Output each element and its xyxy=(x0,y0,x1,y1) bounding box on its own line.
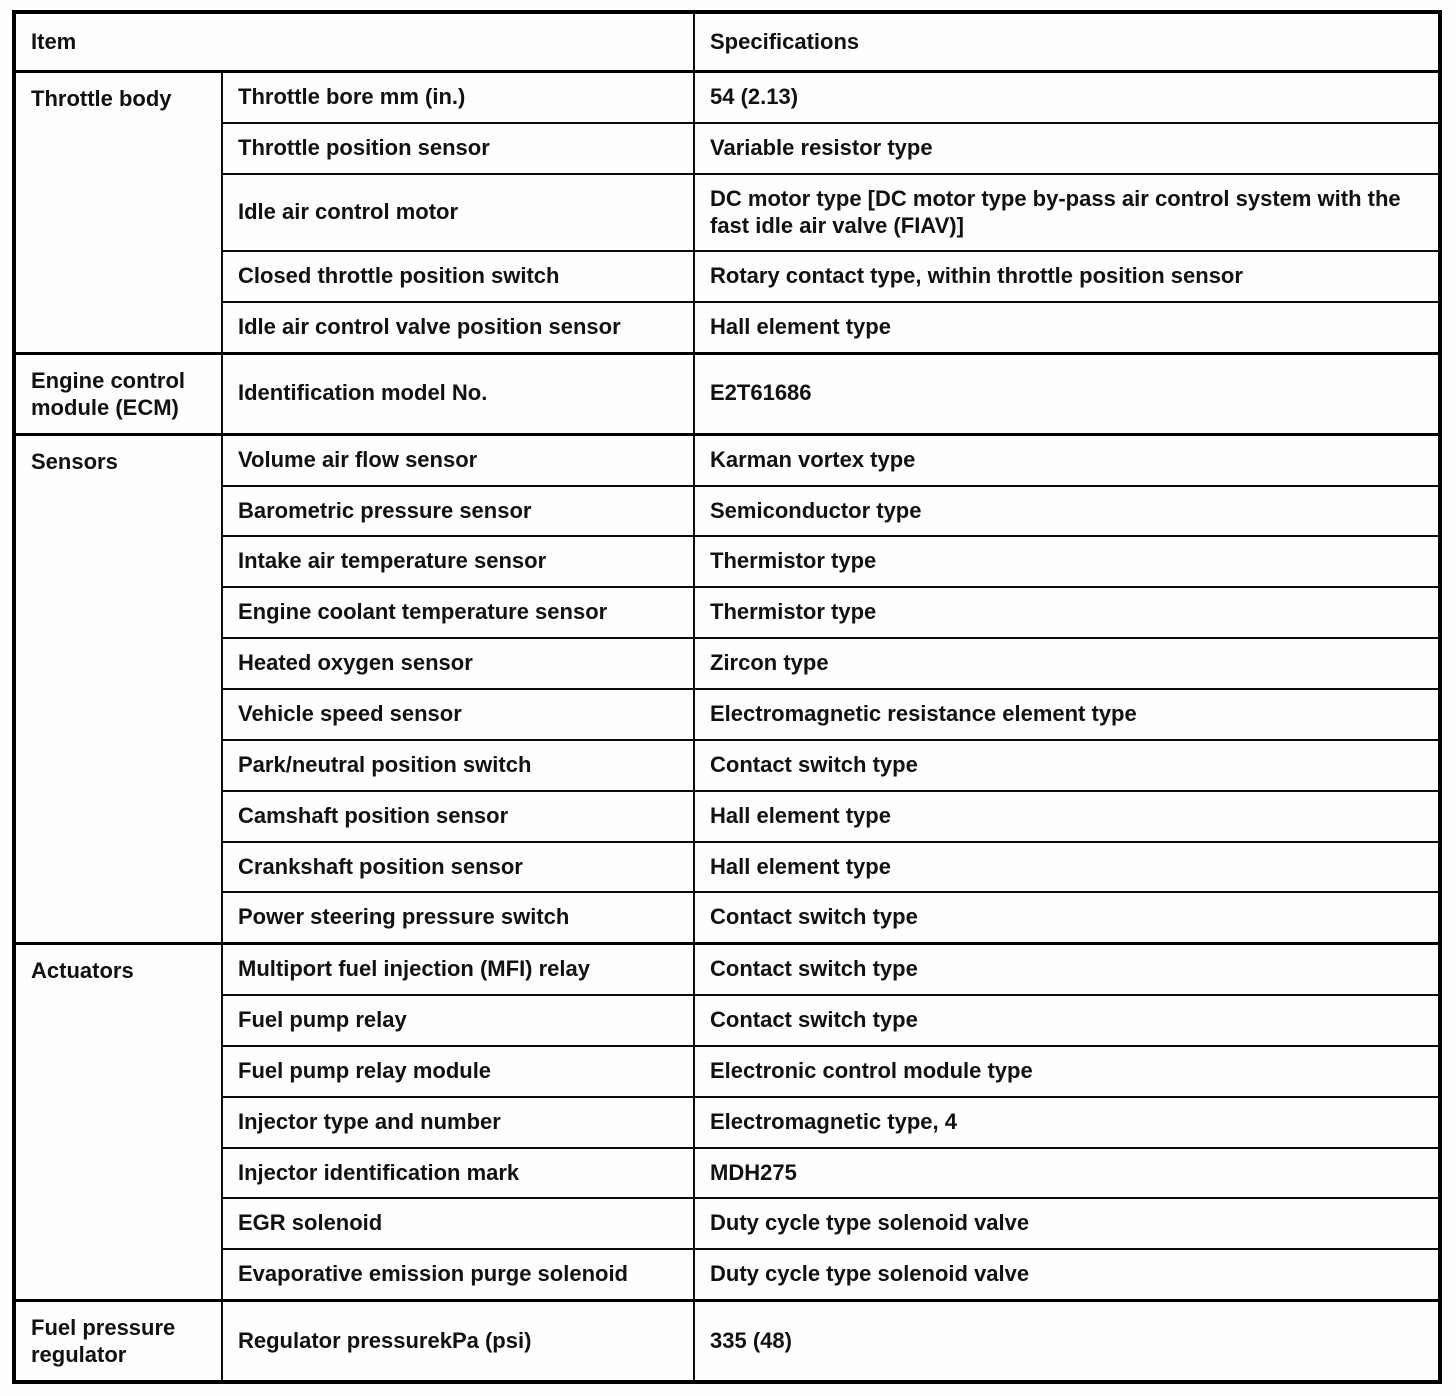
item-cell: Injector type and number xyxy=(222,1097,694,1148)
spec-cell: Contact switch type xyxy=(694,892,1440,943)
item-cell: Fuel pump relay xyxy=(222,995,694,1046)
item-cell: Intake air temperature sensor xyxy=(222,536,694,587)
table-row xyxy=(14,740,1440,791)
table-row xyxy=(14,944,1440,995)
table-row xyxy=(14,995,1440,1046)
item-cell: Crankshaft position sensor xyxy=(222,842,694,893)
item-cell: Identification model No. xyxy=(222,354,694,435)
spec-cell: 54 (2.13) xyxy=(694,72,1440,123)
table-row xyxy=(14,536,1440,587)
group-cell: Fuel pressure regulator xyxy=(14,1301,222,1382)
spec-cell: Semiconductor type xyxy=(694,486,1440,537)
spec-cell: Contact switch type xyxy=(694,944,1440,995)
table-row xyxy=(14,791,1440,842)
table-row xyxy=(14,72,1440,123)
table-row xyxy=(14,1198,1440,1249)
item-cell: Engine coolant temperature sensor xyxy=(222,587,694,638)
item-cell: Camshaft position sensor xyxy=(222,791,694,842)
spec-cell: MDH275 xyxy=(694,1148,1440,1199)
group-cell: Throttle body xyxy=(14,72,222,354)
item-cell: Volume air flow sensor xyxy=(222,434,694,485)
spec-cell: Zircon type xyxy=(694,638,1440,689)
table-row xyxy=(14,123,1440,174)
table-row xyxy=(14,486,1440,537)
spec-cell: Electromagnetic type, 4 xyxy=(694,1097,1440,1148)
spec-cell: Duty cycle type solenoid valve xyxy=(694,1198,1440,1249)
item-cell: Heated oxygen sensor xyxy=(222,638,694,689)
spec-cell: Karman vortex type xyxy=(694,434,1440,485)
table-row xyxy=(14,434,1440,485)
table-row xyxy=(14,1097,1440,1148)
item-cell: Fuel pump relay module xyxy=(222,1046,694,1097)
spec-cell: Hall element type xyxy=(694,791,1440,842)
spec-cell: 335 (48) xyxy=(694,1301,1440,1382)
table-row xyxy=(14,587,1440,638)
spec-cell: Electronic control module type xyxy=(694,1046,1440,1097)
spec-cell: Hall element type xyxy=(694,302,1440,353)
table-row xyxy=(14,638,1440,689)
table-row xyxy=(14,302,1440,353)
item-cell: Multiport fuel injection (MFI) relay xyxy=(222,944,694,995)
table-row xyxy=(14,892,1440,943)
spec-cell: Rotary contact type, within throttle position sensor xyxy=(694,251,1440,302)
table-row xyxy=(14,1301,1440,1382)
spec-cell: Variable resistor type xyxy=(694,123,1440,174)
item-cell: Idle air control valve position sensor xyxy=(222,302,694,353)
item-cell: Park/neutral position switch xyxy=(222,740,694,791)
group-cell: Engine control module (ECM) xyxy=(14,354,222,435)
table-row xyxy=(14,1046,1440,1097)
table-header-item: Item xyxy=(14,12,694,72)
spec-cell: Contact switch type xyxy=(694,995,1440,1046)
table-row xyxy=(14,174,1440,252)
table-header-row xyxy=(14,12,1440,72)
item-cell: Throttle bore mm (in.) xyxy=(222,72,694,123)
table-row xyxy=(14,842,1440,893)
table-row xyxy=(14,251,1440,302)
spec-cell: DC motor type [DC motor type by-pass air control system with the fast idle air valve (FIAV)] xyxy=(694,174,1440,252)
table-row xyxy=(14,1249,1440,1300)
item-cell: Idle air control motor xyxy=(222,174,694,252)
item-cell: Power steering pressure switch xyxy=(222,892,694,943)
table-header-specifications: Specifications xyxy=(694,12,1440,72)
item-cell: Vehicle speed sensor xyxy=(222,689,694,740)
spec-cell: Duty cycle type solenoid valve xyxy=(694,1249,1440,1300)
item-cell: Throttle position sensor xyxy=(222,123,694,174)
group-cell: Actuators xyxy=(14,944,222,1301)
item-cell: Regulator pressurekPa (psi) xyxy=(222,1301,694,1382)
table-row xyxy=(14,689,1440,740)
spec-cell: Thermistor type xyxy=(694,587,1440,638)
spec-cell: Electromagnetic resistance element type xyxy=(694,689,1440,740)
spec-cell: Contact switch type xyxy=(694,740,1440,791)
table-row xyxy=(14,354,1440,435)
item-cell: Closed throttle position switch xyxy=(222,251,694,302)
spec-table-body xyxy=(14,72,1440,1383)
spec-cell: E2T61686 xyxy=(694,354,1440,435)
item-cell: Barometric pressure sensor xyxy=(222,486,694,537)
spec-table xyxy=(12,10,1442,1384)
item-cell: Injector identification mark xyxy=(222,1148,694,1199)
spec-cell: Thermistor type xyxy=(694,536,1440,587)
item-cell: EGR solenoid xyxy=(222,1198,694,1249)
group-cell: Sensors xyxy=(14,434,222,943)
spec-cell: Hall element type xyxy=(694,842,1440,893)
item-cell: Evaporative emission purge solenoid xyxy=(222,1249,694,1300)
table-row xyxy=(14,1148,1440,1199)
